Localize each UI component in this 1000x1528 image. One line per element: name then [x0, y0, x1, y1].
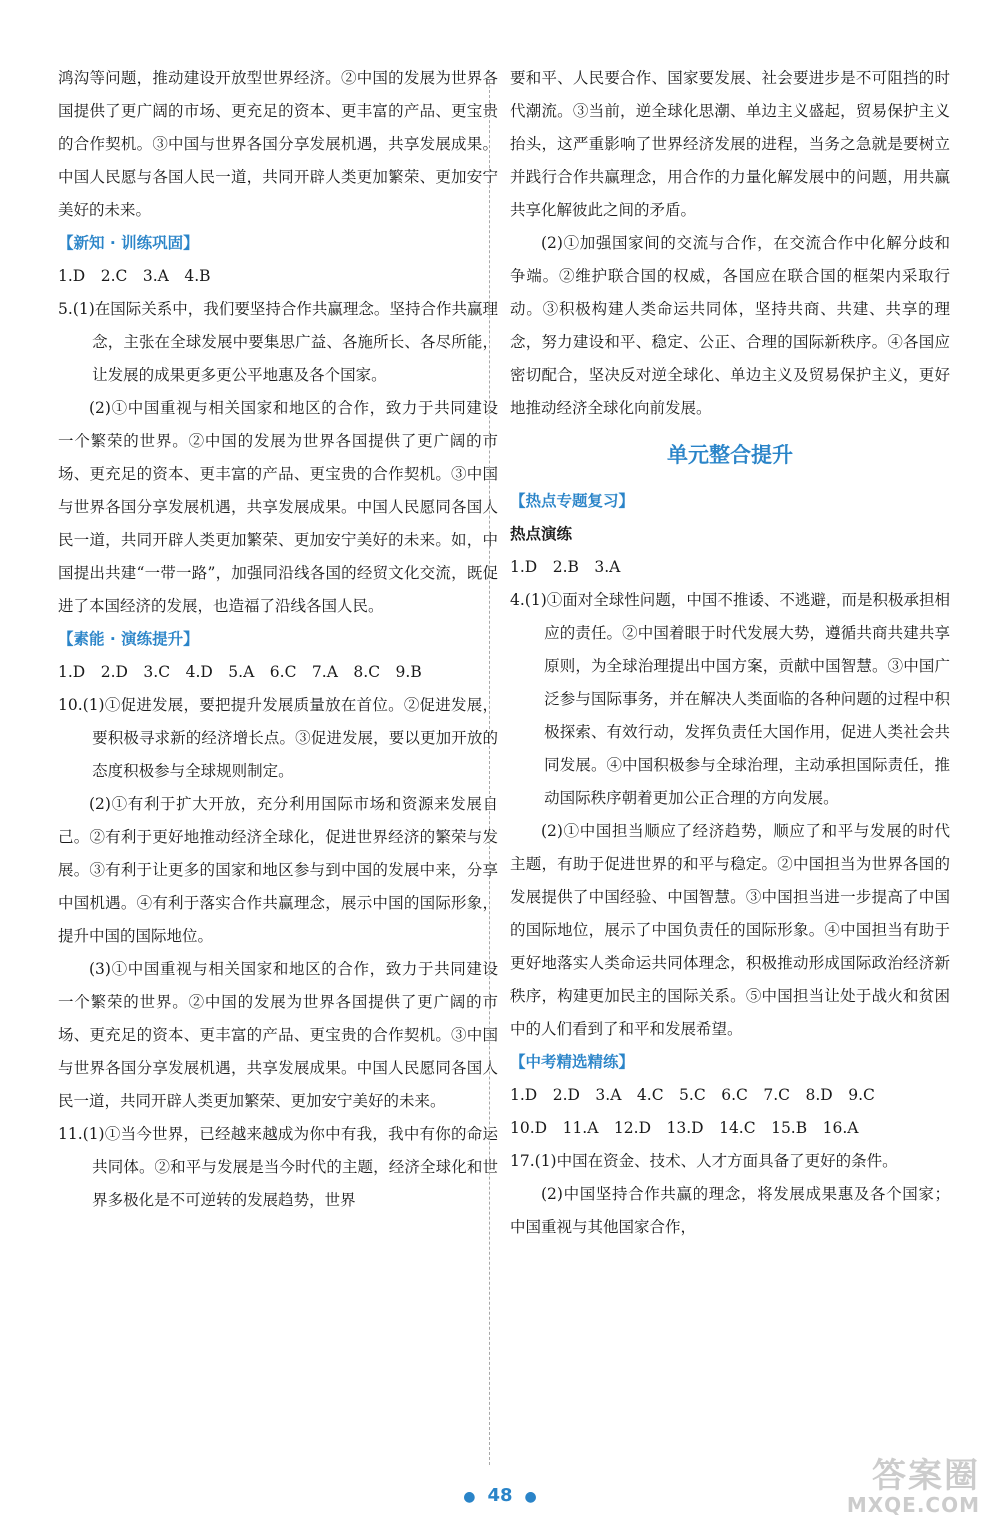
answer-choices: 1.D 2.D 3.C 4.D 5.A 6.C 7.A 8.C 9.B [58, 663, 422, 681]
question-10-part-2: (2)①有利于扩大开放，充分利用国际市场和资源来发展自己。②有利于更好地推动经济全球化，促进世界经济的繁荣与发展。③有利于让更多的国家和地区参与到中国的发展中来，分享中国机遇。④有利于落实合作共赢理念，展示中国的国际形象，提升中国的国际地位。 [58, 795, 498, 945]
section-title-ability: 【素能 · 演练提升】 [58, 630, 199, 648]
answer-choices: 1.D 2.B 3.A [510, 558, 621, 576]
watermark-text: 答案圈 [872, 1456, 980, 1496]
question-4-part-1: 4.(1)①面对全球性问题，中国不推诿、不逃避，而是积极承担相应的责任。②中国着眼于时代发展大势，遵循共商共建共享原则，为全球治理提出中国方案，贡献中国智慧。③中国广泛参与国际事务，并在解决人类面临的各种问题的过程中积极探索、有效行动，发挥负责任大国作用，促进人类社会共同发展。④中国积极参与全球治理，主动承担国际责任，推动国际秩序朝着更加公正合理的方向发展。 [510, 591, 950, 807]
section-title-hotspot: 【热点专题复习】 [510, 492, 635, 510]
page-number: 48 [487, 1485, 513, 1506]
question-11-part-1: 11.(1)①当今世界，已经越来越成为你中有我，我中有你的命运共同体。②和平与发展是当今时代的主题，经济全球化和世界多极化是不可逆转的发展趋势，世界 [58, 1125, 498, 1209]
unit-title: 单元整合提升 [667, 443, 793, 467]
right-column [510, 62, 950, 1244]
question-17-part-2: (2)中国坚持合作共赢的理念，将发展成果惠及各个国家；中国重视与其他国家合作， [510, 1185, 950, 1236]
column-divider [489, 70, 490, 1465]
answer-choices: 10.D 11.A 12.D 13.D 14.C 15.B 16.A [510, 1119, 859, 1137]
question-17-part-1: 17.(1)中国在资金、技术、人才方面具备了更好的条件。 [510, 1152, 898, 1170]
section-title-exam: 【中考精选精练】 [510, 1053, 635, 1071]
answer-choices: 1.D 2.D 3.A 4.C 5.C 6.C 7.C 8.D 9.C [510, 1086, 875, 1104]
question-4-part-2: (2)①中国担当顺应了经济趋势，顺应了和平与发展的时代主题，有助于促进世界的和平与稳定。②中国担当为世界各国的发展提供了中国经验、中国智慧。③中国担当进一步提高了中国的国际地位，展示了中国负责任的国际形象。④中国担当有助于更好地落实人类命运共同体理念，积极推动形成国际政治经济新秩序，构建更加民主的国际关系。⑤中国担当让处于战火和贫困中的人们看到了和平和发展希望。 [510, 822, 950, 1038]
watermark-logo [810, 1458, 980, 1518]
continued-paragraph: 要和平、人民要合作、国家要发展、社会要进步是不可阻挡的时代潮流。③当前，逆全球化思潮、单边主义盛起，贸易保护主义抬头，这严重影响了世界经济发展的进程，当务之急就是要树立并践行合作共赢理念，用合作的力量化解发展中的问题，用共赢共享化解彼此之间的矛盾。 [510, 69, 950, 219]
section-title-new-knowledge: 【新知 · 训练巩固】 [58, 234, 199, 252]
subheading: 热点演练 [510, 525, 573, 543]
answer-choices: 1.D 2.C 3.A 4.B [58, 267, 211, 285]
question-10-part-3: (3)①中国重视与相关国家和地区的合作，致力于共同建设一个繁荣的世界。②中国的发展为世界各国提供了更广阔的市场、更充足的资本、更丰富的产品、更宝贵的合作契机。③中国与世界各国分享发展机遇，共享发展成果。中国人民愿同各国人民一道，共同开辟人类更加繁荣、更加安宁美好的未来。 [58, 960, 498, 1110]
watermark-url: MXQE.COM [846, 1493, 980, 1517]
dot-icon: ● [524, 1489, 537, 1505]
question-5-part-1: 5.(1)在国际关系中，我们要坚持合作共赢理念。坚持合作共赢理念，主张在全球发展中要集思广益、各施所长、各尽所能，让发展的成果更多更公平地惠及各个国家。 [58, 300, 498, 384]
dot-icon: ● [463, 1489, 476, 1505]
question-11-part-2: (2)①加强国家间的交流与合作，在交流合作中化解分歧和争端。②维护联合国的权威，各国应在联合国的框架内采取行动。③积极构建人类命运共同体，坚持共商、共建、共享的理念，努力建设和平、稳定、公正、合理的国际新秩序。④各国应密切配合，坚决反对逆全球化、单边主义及贸易保护主义，更好地推动经济全球化向前发展。 [510, 234, 950, 417]
question-10-part-1: 10.(1)①促进发展，要把提升发展质量放在首位。②促进发展，要积极寻求新的经济增长点。③促进发展，要以更加开放的态度积极参与全球规则制定。 [58, 696, 498, 780]
intro-paragraph: 鸿沟等问题，推动建设开放型世界经济。②中国的发展为世界各国提供了更广阔的市场、更充足的资本、更丰富的产品、更宝贵的合作契机。③中国与世界各国分享发展机遇，共享发展成果。中国人民愿与各国人民一道，共同开辟人类更加繁荣、更加安宁美好的未来。 [58, 69, 498, 219]
left-column [58, 62, 498, 1217]
question-5-part-2: (2)①中国重视与相关国家和地区的合作，致力于共同建设一个繁荣的世界。②中国的发展为世界各国提供了更广阔的市场、更充足的资本、更丰富的产品、更宝贵的合作契机。③中国与世界各国分享发展机遇，共享发展成果。中国人民愿同各国人民一道，共同开辟人类更加繁荣、更加安宁美好的未来。如，中国提出共建“一带一路”，加强同沿线各国的经贸文化交流，既促进了本国经济的发展，也造福了沿线各国人民。 [58, 399, 498, 615]
